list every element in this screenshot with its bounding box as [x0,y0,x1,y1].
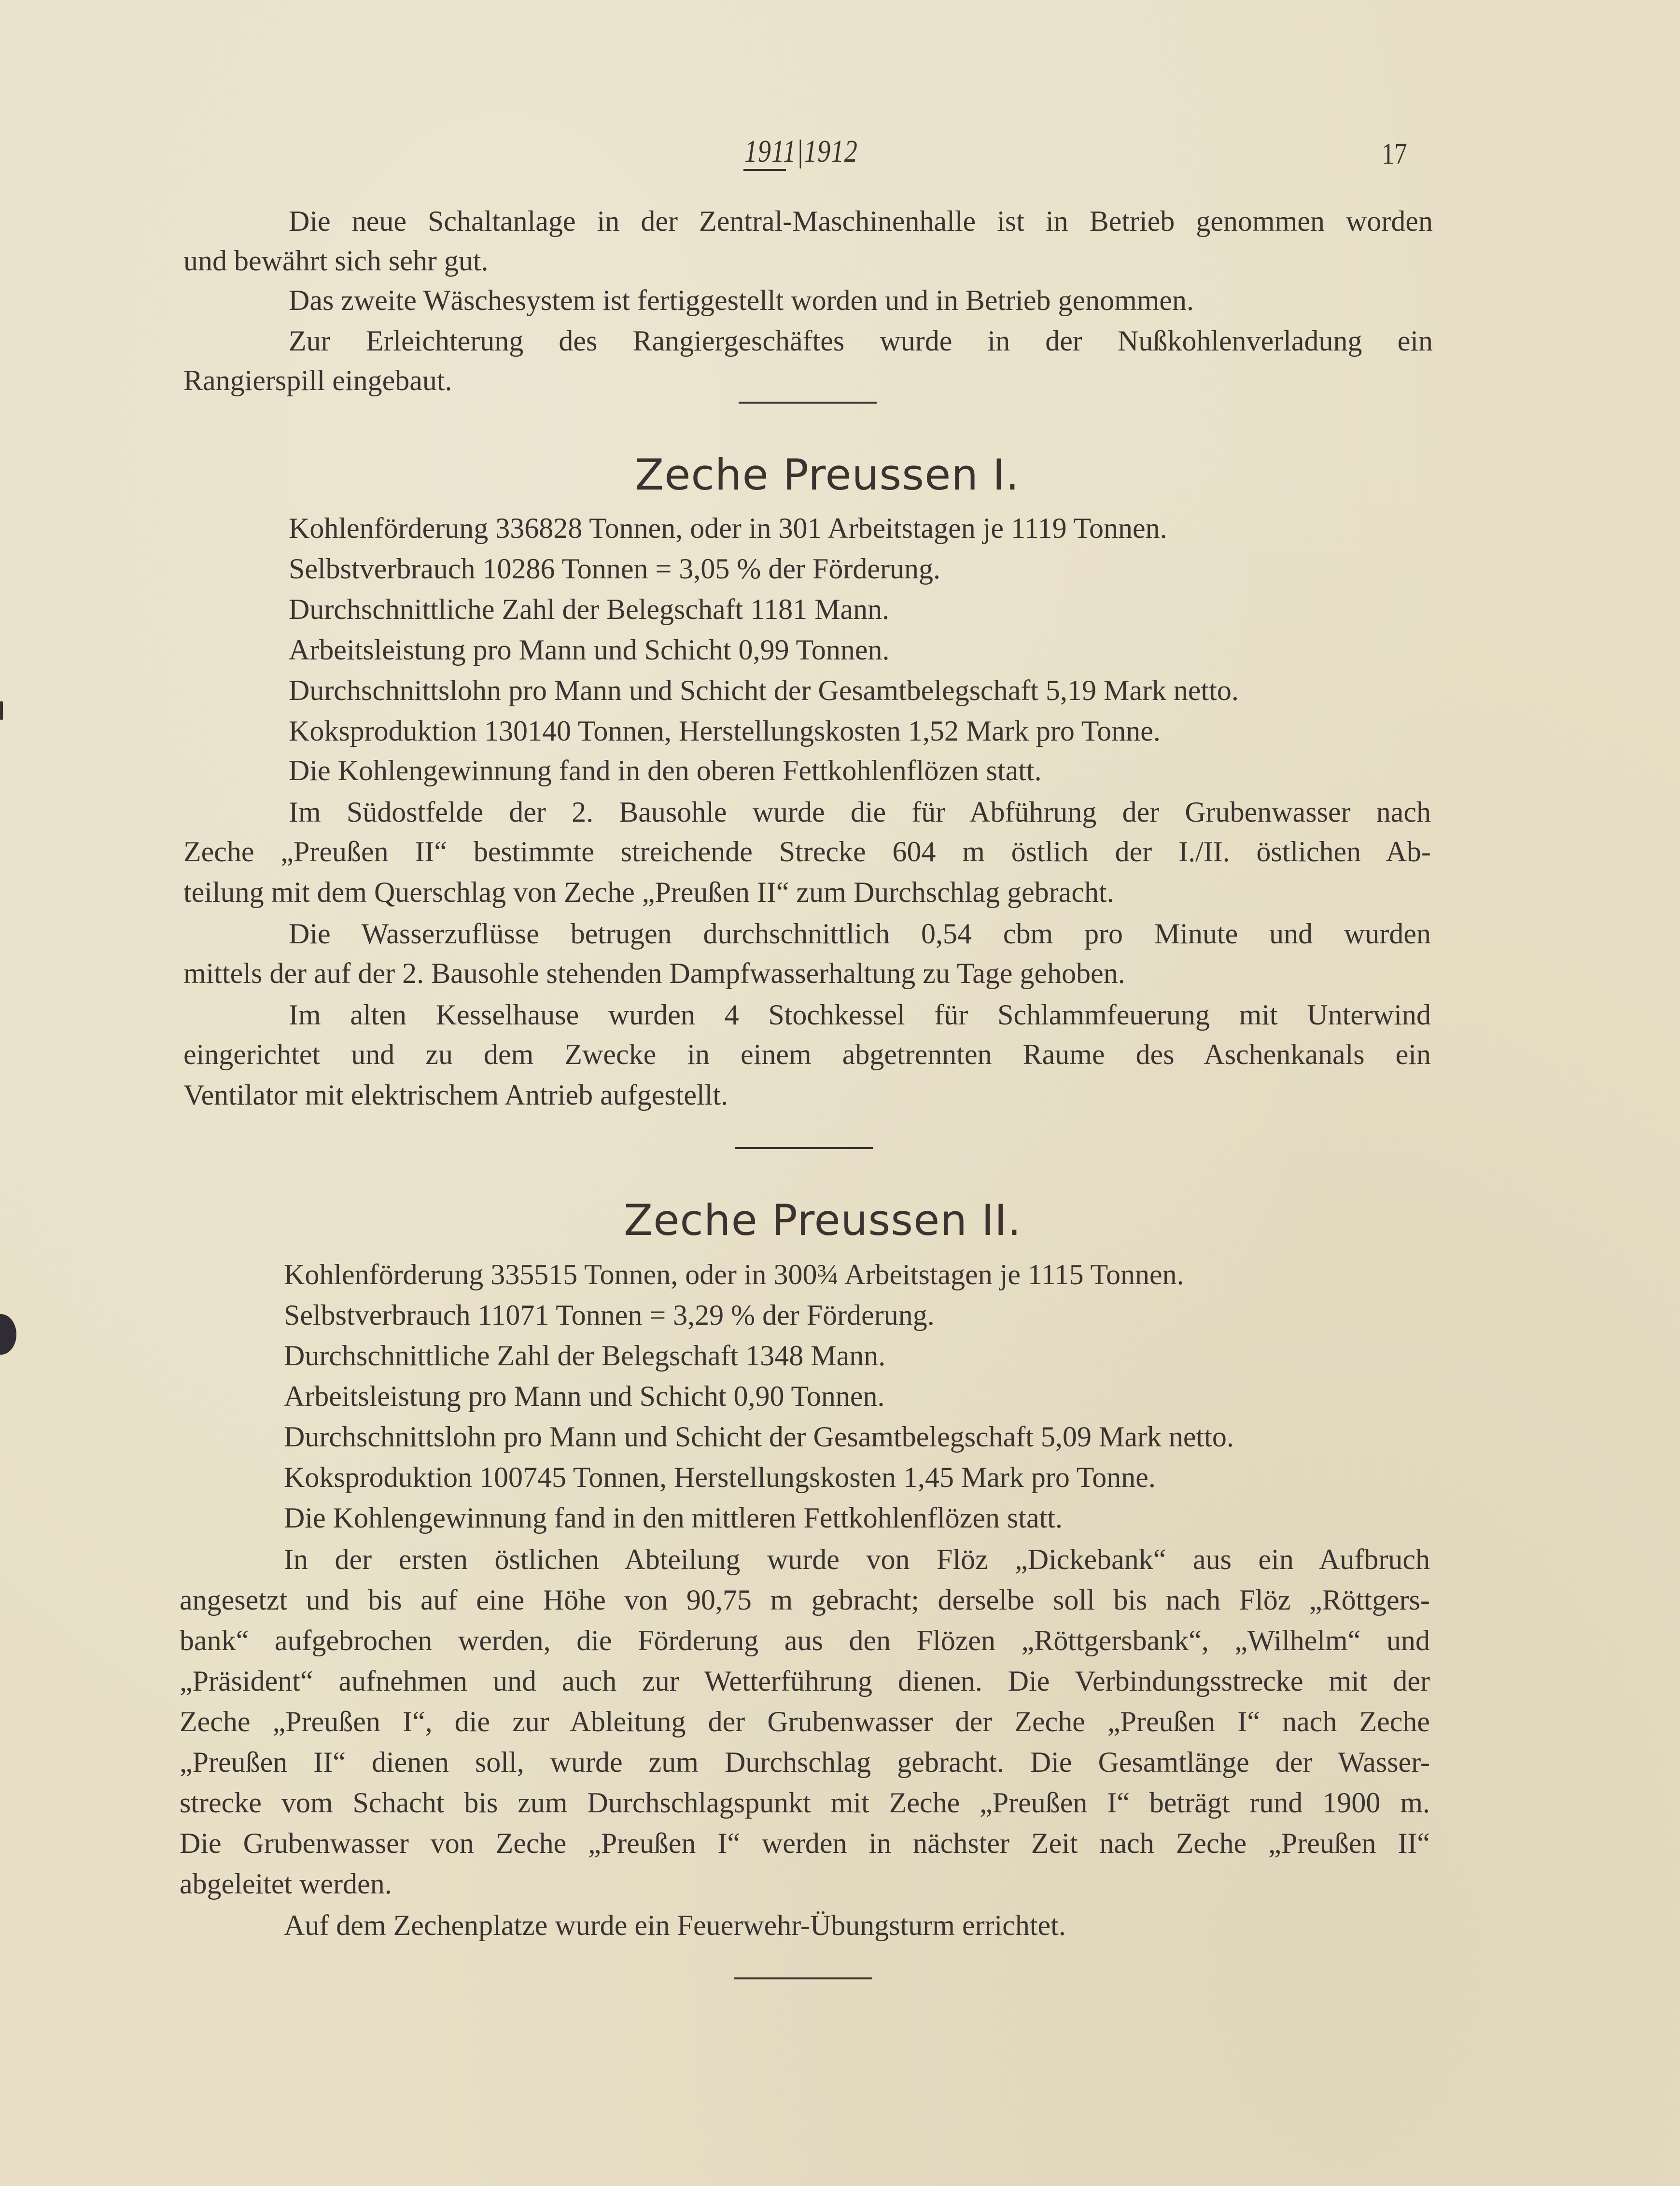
text-line: Durchschnittslohn pro Mann und Schicht der Gesamtbelegschaft 5,19 Mark netto. [289,674,1239,706]
text-line: Ventilator mit elektrischem Antrieb aufgestellt. [183,1079,728,1111]
text-line: Die Kohlengewinnung fand in den oberen Fettkohlenflözen statt. [289,755,1042,786]
text-line: Kohlenförderung 335515 Tonnen, oder in 300¾ Arbeitstagen je 1115 Tonnen. [284,1259,1184,1290]
edge-mark [0,701,3,720]
text-line: Kohlenförderung 336828 Tonnen, oder in 301 Arbeitstagen je 1119 Tonnen. [289,512,1167,544]
text-line: Koksproduktion 130140 Tonnen, Herstellungskosten 1,52 Mark pro Tonne. [289,715,1161,747]
text-line: angesetzt und bis auf eine Höhe von 90,75 m gebracht; derselbe soll bis nach Flöz „Röttgers- [180,1584,1430,1616]
text-line: eingerichtet und zu dem Zwecke in einem abgetrennten Raume des Aschenkanals ein [183,1038,1431,1070]
page-number: 17 [1382,138,1407,170]
text-line: teilung mit dem Querschlag von Zeche „Preußen II“ zum Durchschlag gebracht. [183,876,1114,908]
text-line: Im Südostfelde der 2. Bausohle wurde die für Abführung der Grubenwasser nach [289,796,1431,828]
text-line: abgeleitet werden. [180,1868,392,1900]
text-line: Durchschnittliche Zahl der Belegschaft 1348 Mann. [284,1340,886,1372]
text-line: bank“ aufgebrochen werden, die Förderung aus den Flözen „Röttgersbank“, „Wilhelm“ und [180,1625,1430,1656]
section-divider [734,1977,872,1979]
section-divider [735,1147,873,1149]
text-line: Zeche „Preußen I“, die zur Ableitung der Grubenwasser der Zeche „Preußen I“ nach Zeche [180,1706,1430,1738]
text-line: Selbstverbrauch 10286 Tonnen = 3,05 % der Förderung. [289,553,940,585]
text-line: Rangierspill eingebaut. [183,364,452,396]
section-divider [739,402,877,404]
text-line: Die Grubenwasser von Zeche „Preußen I“ werden in nächster Zeit nach Zeche „Preußen II“ [180,1827,1430,1859]
text-line: strecke vom Schacht bis zum Durchschlagspunkt mit Zeche „Preußen I“ beträgt rund 1900 m. [180,1787,1430,1819]
text-line: Die Wasserzuflüsse betrugen durchschnittlich 0,54 cbm pro Minute und wurden [289,918,1431,950]
text-line: mittels der auf der 2. Bausohle stehenden Dampfwasserhaltung zu Tage gehoben. [183,957,1125,989]
text-line: Selbstverbrauch 11071 Tonnen = 3,29 % der Förderung. [284,1299,935,1331]
text-line: Arbeitsleistung pro Mann und Schicht 0,99 Tonnen. [289,634,890,666]
text-line: Durchschnittslohn pro Mann und Schicht der Gesamtbelegschaft 5,09 Mark netto. [284,1421,1234,1453]
section-heading-preussen-1: Zeche Preussen I. [635,450,1020,500]
text-line: Die Kohlengewinnung fand in den mittleren Fettkohlenflözen statt. [284,1502,1063,1534]
text-line: Im alten Kesselhause wurden 4 Stochkessel für Schlammfeuerung mit Unterwind [289,999,1431,1031]
text-line: In der ersten östlichen Abteilung wurde von Flöz „Dickebank“ aus ein Aufbruch [284,1543,1430,1575]
header-underline [743,169,786,171]
text-line: Auf dem Zechenplatze wurde ein Feuerwehr-Übungsturm errichtet. [284,1909,1066,1941]
section-heading-preussen-2: Zeche Preussen II. [624,1195,1022,1245]
text-line: Zeche „Preußen II“ bestimmte streichende Strecke 604 m östlich der I./II. östlichen Ab- [183,836,1431,868]
text-line: Die neue Schaltanlage in der Zentral-Maschinenhalle ist in Betrieb genommen worden [289,205,1433,237]
text-line: Zur Erleichterung des Rangiergeschäftes wurde in der Nußkohlenverladung ein [289,325,1433,357]
text-line: „Präsident“ aufnehmen und auch zur Wetterführung dienen. Die Verbindungsstrecke mit der [180,1665,1430,1697]
text-line: „Preußen II“ dienen soll, wurde zum Durchschlag gebracht. Die Gesamtlänge der Wasser- [180,1746,1430,1778]
text-line: Das zweite Wäschesystem ist fertiggestellt worden und in Betrieb genommen. [289,284,1194,316]
text-line: Koksproduktion 100745 Tonnen, Herstellungskosten 1,45 Mark pro Tonne. [284,1461,1156,1493]
text-line: Arbeitsleistung pro Mann und Schicht 0,90 Tonnen. [284,1380,885,1412]
running-header-year: 1911|1912 [744,134,858,169]
text-line: Durchschnittliche Zahl der Belegschaft 1181 Mann. [289,593,890,625]
text-line: und bewährt sich sehr gut. [183,245,489,277]
